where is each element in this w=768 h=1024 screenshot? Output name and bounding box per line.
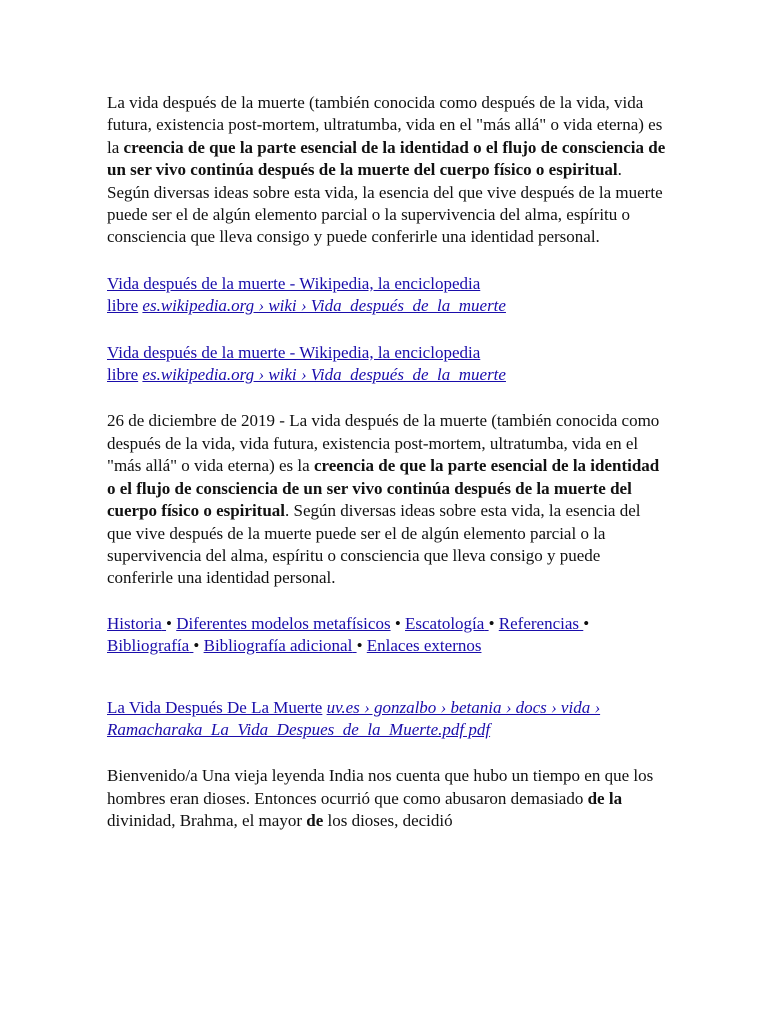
result-title-link[interactable]: La Vida Después De La Muerte <box>107 697 323 717</box>
separator: • <box>394 613 401 633</box>
pdf-snippet-text: Bienvenido/a Una vieja leyenda India nos cuenta que hubo un tiempo en que los hombres eran dioses. Entonces ocurrió que como abusaron demasiado <box>107 766 654 808</box>
result-title-link[interactable]: Vida después de la muerte - Wikipedia, la enciclopedia libre <box>107 342 481 385</box>
pdf-snippet-paragraph <box>107 765 667 832</box>
intro-paragraph <box>107 92 667 249</box>
sitelink-historia[interactable]: Historia <box>107 613 162 633</box>
result-url-link[interactable]: es.wikipedia.org › wiki › Vida_después_de_la_muerte <box>142 365 506 385</box>
snippet-text: 26 de diciembre de 2019 - La vida después de la muerte (también conocida como después de la vida, vida futura, existencia post-mortem, ultratumba, vida en el "más allá" o vida eterna) es la <box>107 411 660 476</box>
sitelink-modelos[interactable]: Diferentes modelos metafísicos <box>176 613 391 633</box>
result-url-link[interactable]: es.wikipedia.org › wiki › Vida_después_de_la_muerte <box>142 296 506 316</box>
search-result-wikipedia-1 <box>107 273 667 318</box>
pdf-snippet-bold: de <box>306 811 324 831</box>
sitelink-bibliografia[interactable]: Bibliografía <box>107 636 190 656</box>
document-page <box>107 92 667 833</box>
sitelinks <box>107 613 667 658</box>
separator: • <box>193 636 200 656</box>
sitelink-enlaces-externos[interactable]: Enlaces externos <box>366 636 482 656</box>
separator: • <box>488 613 495 633</box>
separator: • <box>356 636 363 656</box>
sitelink-bibliografia-adicional[interactable]: Bibliografía adicional <box>203 636 353 656</box>
sitelink-escatologia[interactable]: Escatología <box>405 613 485 633</box>
intro-bold-text: creencia de que la parte esencial de la identidad o el flujo de consciencia de un ser vivo continúa después de la muerte del cuerpo físico o espiritual <box>107 137 666 180</box>
search-result-uv-pdf <box>107 697 667 742</box>
result-url-link[interactable]: uv.es › gonzalbo › betania › docs › vida › Ramacharaka_La_Vida_Despues_de_la_Muerte.pdf pdf <box>107 697 601 739</box>
pdf-snippet-text: divinidad, Brahma, el mayor <box>107 811 307 831</box>
snippet-bold-text: creencia de que la parte esencial de la identidad o el flujo de consciencia de un ser vivo continúa después de la muerte del cuerpo físico o espiritual <box>107 456 660 521</box>
pdf-snippet-text: los dioses, decidió <box>323 811 453 831</box>
separator: • <box>166 613 172 633</box>
separator: • <box>583 613 590 633</box>
result-title-link[interactable]: Vida después de la muerte - Wikipedia, la enciclopedia libre <box>107 273 481 316</box>
snippet-paragraph <box>107 410 667 589</box>
intro-text: La vida después de la muerte (también conocida como después de la vida, vida futura, existencia post-mortem, ultratumba, vida en el "más allá" o vida eterna) es la <box>107 93 663 157</box>
search-result-wikipedia-2 <box>107 342 667 387</box>
pdf-snippet-bold: de la <box>587 788 623 808</box>
sitelink-referencias[interactable]: Referencias <box>498 613 580 633</box>
snippet-text-end: . Según diversas ideas sobre esta vida, la esencia del que vive después de la muerte puede ser el de algún elemento parcial o la supervivencia del alma, espíritu o consciencia que lleva consigo y puede conferirle una identidad personal. <box>107 501 641 588</box>
intro-text-end: . Según diversas ideas sobre esta vida, la esencia del que vive después de la muerte puede ser el de algún elemento parcial o la supervivencia del alma, espíritu o consciencia que lleva consigo y puede conferirle una identidad personal. <box>107 160 663 247</box>
